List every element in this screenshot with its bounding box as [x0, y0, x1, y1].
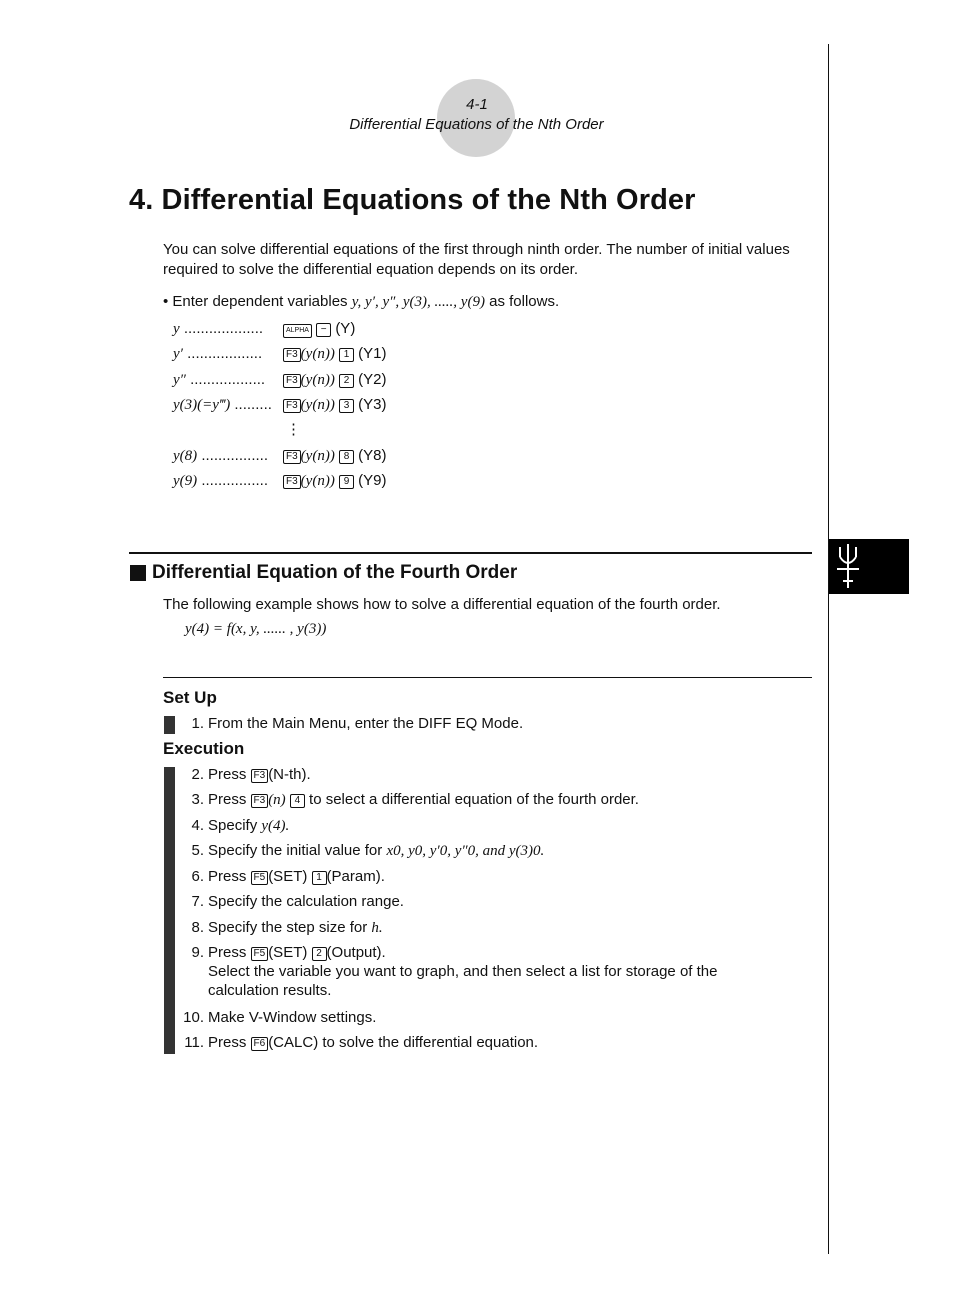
number-key-icon: 1: [312, 871, 327, 885]
subsection-rule: [163, 677, 812, 678]
number-key-icon: 2: [312, 947, 327, 961]
bullet-vars: y, y′, y″, y(3), ....., y(9): [351, 294, 485, 310]
step-continuation: Select the variable you want to graph, and then select a list for storage of the: [208, 963, 718, 980]
step-text: Specify the step size for: [208, 919, 368, 936]
f3-key-icon: F3: [283, 348, 301, 362]
step-text: Press: [208, 868, 247, 885]
step-number: 5.: [191, 842, 204, 859]
bullet-line: [163, 293, 559, 311]
var-result: (Y9): [358, 472, 387, 489]
step-after: h.: [371, 920, 383, 936]
minus-key-icon: −: [316, 323, 331, 337]
var-mid: (y(n)): [300, 397, 335, 413]
step-number: 3.: [191, 791, 204, 808]
step-after: (N-th).: [268, 766, 311, 783]
var-row: [173, 446, 387, 466]
step-after: (Output).: [326, 944, 386, 961]
var-mid: (y(n)): [300, 346, 335, 362]
step-item: [170, 790, 639, 810]
section-rule: [129, 552, 812, 554]
step-text: Press: [208, 766, 247, 783]
f6-key-icon: F6: [251, 1037, 269, 1051]
step-number: 1.: [191, 715, 204, 732]
var-row: [173, 344, 387, 364]
var-label: y′: [173, 346, 183, 362]
bullet-prefix: • Enter dependent variables: [163, 293, 348, 310]
step-number: 2.: [191, 766, 204, 783]
step-number: 9.: [191, 944, 204, 961]
step-mid: (SET): [268, 868, 308, 885]
execution-heading: Execution: [163, 739, 245, 758]
number-key-icon: 4: [290, 794, 305, 808]
var-dots: ..................: [187, 345, 263, 362]
number-key-icon: 2: [339, 374, 354, 388]
step-number: 11.: [184, 1034, 204, 1051]
setup-heading: Set Up: [163, 688, 217, 707]
var-result: (Y1): [358, 345, 387, 362]
number-key-icon: 8: [339, 450, 354, 464]
step-number: 7.: [191, 893, 204, 910]
var-result: (Y3): [358, 396, 387, 413]
step-item: [170, 765, 311, 784]
var-row: [173, 471, 387, 491]
f3-key-icon: F3: [283, 475, 301, 489]
formula: y(4) = f(x, y, ...... , y(3)): [185, 621, 327, 637]
step-text: Press: [208, 791, 247, 808]
number-key-icon: 9: [339, 475, 354, 489]
step-number: 8.: [191, 919, 204, 936]
step-continuation: calculation results.: [208, 982, 332, 999]
number-key-icon: 3: [339, 399, 354, 413]
var-result: (Y): [335, 320, 356, 337]
step-text: Specify the initial value for: [208, 842, 383, 859]
step-after: x0, y0, y′0, y″0, and y(3)0.: [386, 843, 545, 859]
var-label: y: [173, 321, 180, 337]
section-square-icon: [130, 565, 146, 581]
number-key-icon: 1: [339, 348, 354, 362]
var-label: y(8): [173, 448, 198, 464]
step-after: to select a differential equation of the fourth order.: [309, 791, 639, 808]
bullet-suffix: as follows.: [489, 293, 560, 310]
step-item: [170, 714, 523, 733]
var-row: [173, 319, 356, 339]
vertical-ellipsis: ⋮: [286, 421, 301, 438]
step-item: [170, 1008, 376, 1027]
step-text: From the Main Menu, enter the DIFF EQ Mode.: [208, 715, 524, 732]
var-dots: ..................: [190, 371, 266, 388]
var-dots: ................: [201, 447, 269, 464]
step-text: Press: [208, 1034, 247, 1051]
var-row: [173, 370, 387, 390]
step-after: y(4).: [261, 818, 290, 834]
step-item: [170, 816, 289, 836]
var-dots: .........: [234, 396, 272, 413]
step-item: [170, 841, 544, 861]
f5-key-icon: F5: [251, 947, 269, 961]
var-dots: ................: [201, 472, 269, 489]
page-number: 4-1: [466, 96, 488, 113]
var-label: y″: [173, 372, 186, 388]
step-text: Specify the calculation range.: [208, 893, 404, 910]
var-result: (Y8): [358, 447, 387, 464]
running-title: Differential Equations of the Nth Order: [349, 116, 604, 133]
var-label: y(9): [173, 473, 198, 489]
step-text: Make V-Window settings.: [208, 1009, 377, 1026]
step-item: [170, 892, 404, 911]
f3-key-icon: F3: [283, 374, 301, 388]
f5-key-icon: F5: [251, 871, 269, 885]
step-text: Specify: [208, 817, 258, 834]
step-item: [170, 867, 385, 886]
page-title: 4. Differential Equations of the Nth Order: [129, 184, 696, 216]
f3-key-icon: F3: [251, 769, 269, 783]
step-item: [170, 943, 717, 1000]
step-mid: (n): [268, 792, 286, 808]
var-mid: (y(n)): [300, 473, 335, 489]
f3-key-icon: F3: [283, 399, 301, 413]
step-number: 6.: [191, 868, 204, 885]
step-after: (Param).: [326, 868, 385, 885]
diff-eq-tab-icon: [829, 539, 909, 594]
step-after: (CALC) to solve the differential equation.: [268, 1034, 539, 1051]
intro-paragraph: You can solve differential equations of the first through ninth order. The number of initial values required to solve the differential equation depends on its order.: [163, 241, 790, 278]
step-number: 4.: [191, 817, 204, 834]
section-description: The following example shows how to solve a differential equation of the fourth order.: [163, 596, 721, 613]
step-item: [170, 918, 383, 938]
var-row: [173, 395, 387, 415]
step-number: 10.: [183, 1009, 204, 1026]
alpha-key-icon: ALPHA: [283, 324, 312, 338]
f3-key-icon: F3: [251, 794, 269, 808]
var-mid: (y(n)): [300, 448, 335, 464]
step-mid: (SET): [268, 944, 308, 961]
var-result: (Y2): [358, 371, 387, 388]
var-label: y(3)(=y‴): [173, 397, 231, 413]
margin-rule: [828, 44, 829, 1254]
step-item: [170, 1033, 538, 1052]
step-text: Press: [208, 944, 247, 961]
var-mid: (y(n)): [300, 372, 335, 388]
section-title: Differential Equation of the Fourth Order: [152, 562, 518, 583]
f3-key-icon: F3: [283, 450, 301, 464]
var-dots: ...................: [183, 320, 264, 337]
